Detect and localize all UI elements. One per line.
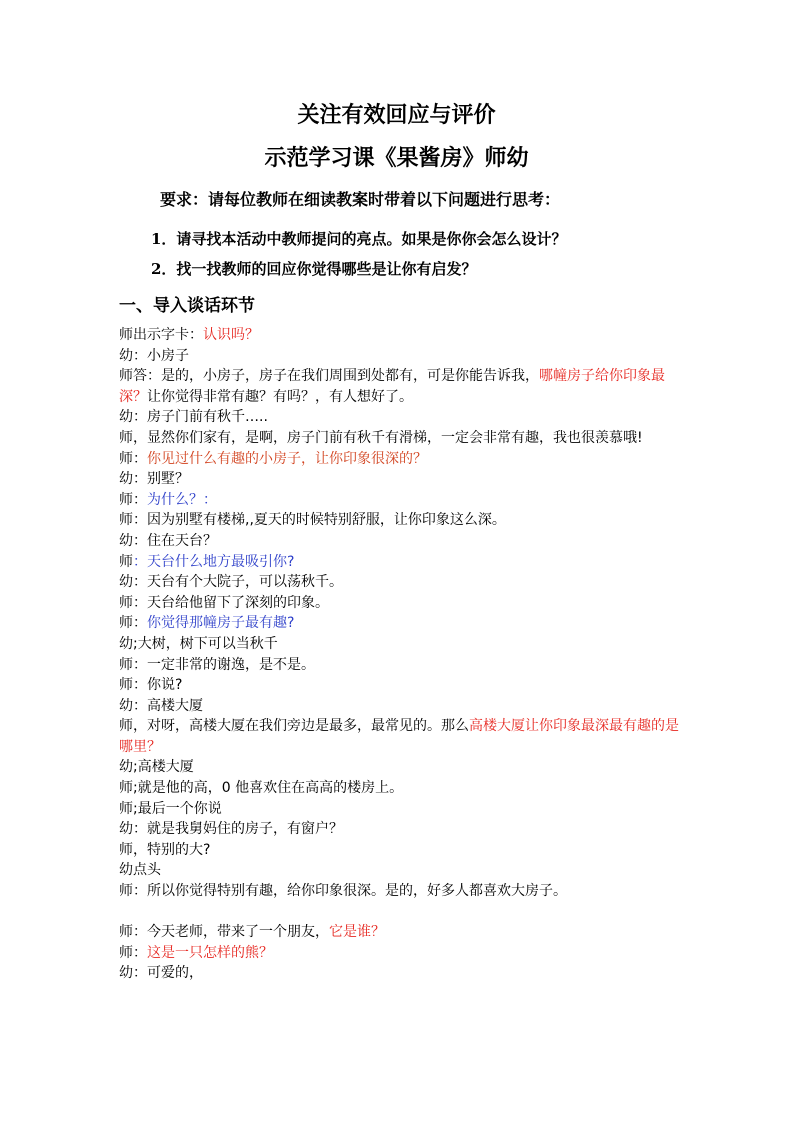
- dialogue-line: 师：一定非常的谢逸，是不是。: [119, 656, 315, 673]
- dialogue-text: 师：: [119, 615, 147, 632]
- requirement-text: 要求：请每位教师在细读教案时带着以下问题进行思考：: [160, 190, 561, 209]
- dialogue-text: 师：: [119, 944, 147, 961]
- highlight-question: 你见过什么有趣的小房子，让你印象很深的？: [147, 450, 427, 467]
- dialogue-text: 师答：是的，小房子，房子在我们周围到处都有，可是你能告诉我，: [119, 368, 539, 385]
- dialogue-line: 幼：别墅？: [119, 471, 189, 488]
- dialogue-line: 师，显然你们家有，是啊，房子门前有秋千有滑梯，一定会非常有趣，我也很羡慕哦!: [119, 429, 643, 446]
- dialogue-line: 师;最后一个你说: [119, 800, 222, 817]
- highlight-question: 这是一只怎样的熊？: [147, 944, 273, 961]
- dialogue-line: 师：所以你觉得特别有趣，给你印象很深。是的，好多人都喜欢大房子。: [119, 883, 567, 900]
- dialogue-line: 幼：小房子: [119, 347, 189, 364]
- dialogue-line: 幼;高楼大厦: [119, 759, 194, 776]
- dialogue-text: 师: [119, 553, 133, 570]
- highlight-question: 高楼大厦让你印象最深最有趣的是哪里？: [119, 718, 679, 755]
- dialogue-text: 师出示字卡：: [119, 327, 203, 343]
- dialogue-line: [119, 449, 679, 470]
- highlight-question: 为什么？：: [147, 491, 217, 508]
- dialogue-line: 师：你说?: [119, 677, 183, 694]
- dialogue-line: 幼：就是我舅妈住的房子，有窗户？: [119, 821, 343, 838]
- dialogue-line: [119, 325, 679, 346]
- dialogue-line: 幼：住在天台？: [119, 532, 217, 549]
- dialogue-line: 幼;大树，树下可以当秋千: [119, 635, 278, 652]
- highlight-question: ：天台什么地方最吸引你?: [133, 553, 295, 570]
- blank-line: [119, 902, 679, 923]
- dialogue-line: 师;就是他的高，0 他喜欢住在高高的楼房上。: [119, 780, 404, 797]
- document-title: 关注有效回应与评价: [297, 102, 496, 128]
- dialogue-line: [119, 552, 679, 573]
- dialogue-line: 幼点头: [119, 862, 161, 879]
- dialogue-text: 师：: [119, 491, 147, 508]
- highlight-question: 哪幢房子给你印象最深？: [119, 368, 665, 405]
- dialogue-line: 师：因为别墅有楼梯,,夏天的时候特别舒服，让你印象这么深。: [119, 512, 506, 529]
- dialogue-text: 师，对呀，高楼大厦在我们旁边是最多，最常见的。那么: [119, 718, 469, 735]
- dialogue-line: 师：天台给他留下了深刻的印象。: [119, 594, 329, 611]
- question-2: 2．找一找教师的回应你觉得哪些是让你有启发？: [151, 260, 477, 278]
- dialogue-line: 幼：高楼大厦: [119, 697, 203, 714]
- dialogue-line: [119, 922, 679, 943]
- dialogue-text: 师：今天老师，带来了一个朋友，: [119, 924, 329, 941]
- document-subtitle: 示范学习课《果酱房》师幼: [264, 145, 529, 171]
- dialogue-line: [119, 366, 679, 407]
- dialogue-line: [119, 943, 679, 964]
- dialogue-line: [119, 716, 679, 757]
- dialogue-text: 让你觉得非常有趣？有吗？，有人想好了。: [147, 388, 413, 405]
- highlight-question: 认识吗？: [203, 327, 259, 343]
- dialogue-line: [119, 490, 679, 511]
- dialogue-body: [119, 325, 679, 984]
- dialogue-line: 幼：天台有个大院子，可以荡秋千。: [119, 574, 343, 591]
- section-heading: 一、导入谈话环节: [119, 296, 255, 316]
- highlight-question: 你觉得那幢房子最有趣?: [147, 615, 295, 632]
- highlight-question: 它是谁？: [329, 924, 385, 941]
- dialogue-line: [119, 613, 679, 634]
- dialogue-line: 师，特别的大?: [119, 841, 211, 858]
- dialogue-line: 幼：房子门前有秋千…..: [119, 409, 268, 426]
- dialogue-text: 师：: [119, 450, 147, 467]
- dialogue-line: 幼：可爱的，: [119, 965, 203, 982]
- question-1: 1．请寻找本活动中教师提问的亮点。如果是你你会怎么设计？: [151, 230, 567, 248]
